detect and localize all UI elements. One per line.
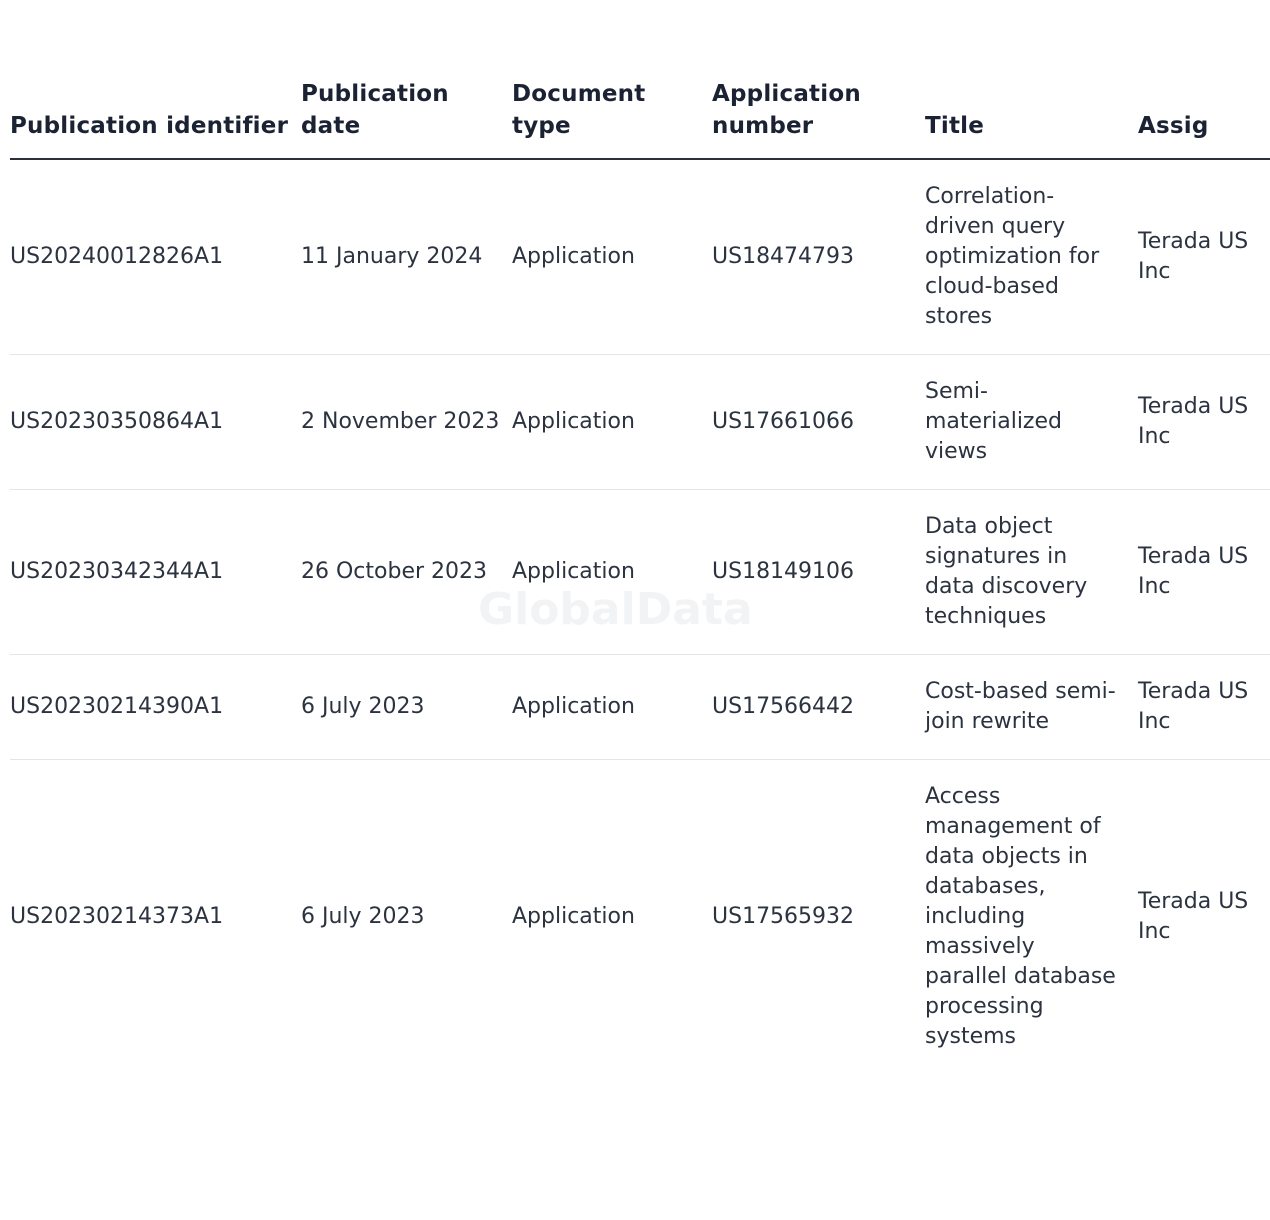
header-publication-identifier[interactable]: Publication identifier <box>10 0 301 159</box>
cell-document-type: Application <box>512 655 712 760</box>
header-assignee[interactable]: Assig <box>1138 0 1270 159</box>
cell-publication-date: 6 July 2023 <box>301 655 512 760</box>
table-row[interactable] <box>10 655 1270 760</box>
cell-publication-date: 6 July 2023 <box>301 904 425 929</box>
header-application-number[interactable]: Application number <box>712 0 925 159</box>
cell-publication-identifier: US20230350864A1 <box>10 355 301 490</box>
cell-title: Cost-based semi-join rewrite <box>925 655 1138 760</box>
header-row <box>10 0 1270 159</box>
cell-title: Semi-materialized views <box>925 355 1138 490</box>
cell-publication-identifier: US20240012826A1 <box>10 159 301 355</box>
header-document-type[interactable]: Document type <box>512 0 712 159</box>
watermark-logo: GlobalData <box>478 584 753 635</box>
patent-table-container[interactable] <box>10 0 1249 1220</box>
table-row[interactable] <box>10 490 1270 655</box>
header-title[interactable]: Title <box>925 0 1138 159</box>
cell-publication-identifier: US20230214373A1 <box>10 904 224 929</box>
cell-title: Data object signatures in data discovery techniques <box>925 490 1138 655</box>
cell-assignee: Terada US Inc <box>1138 490 1270 655</box>
cell-publication-date: 11 January 2024 <box>301 159 512 355</box>
table-body <box>10 159 1270 1074</box>
cell-document-type: Application <box>512 159 712 355</box>
cell-application-number: US17566442 <box>712 655 925 760</box>
cell-document-type: Application <box>512 904 635 929</box>
cell-document-type: Application <box>512 490 712 655</box>
cell-application-number: US18474793 <box>712 159 925 355</box>
table-header <box>10 0 1270 159</box>
cell-assignee: Terada US Inc <box>1138 355 1270 490</box>
patent-table <box>10 0 1270 1074</box>
table-row[interactable] <box>10 760 1270 1075</box>
header-publication-date[interactable]: Publication date <box>301 0 512 159</box>
cell-publication-identifier: US20230342344A1 <box>10 490 301 655</box>
cell-publication-date: 26 October 2023 <box>301 490 512 655</box>
cell-application-number: US17565932 <box>712 904 855 929</box>
cell-publication-date: 2 November 2023 <box>301 355 512 490</box>
cell-publication-identifier: US20230214390A1 <box>10 655 301 760</box>
cell-document-type: Application <box>512 355 712 490</box>
table-row[interactable] <box>10 159 1270 355</box>
cell-application-number: US17661066 <box>712 355 925 490</box>
cell-title: Access management of data objects in databases, including massively parallel database processing systems <box>925 784 1116 1049</box>
table-row[interactable] <box>10 355 1270 490</box>
cell-application-number: US18149106 <box>712 490 925 655</box>
cell-assignee: Terada US Inc <box>1138 655 1270 760</box>
cell-title: Correlation-driven query optimization for cloud-based stores <box>925 159 1138 355</box>
cell-assignee: Terada US Inc <box>1138 159 1270 355</box>
cell-assignee: Terada US Inc <box>1138 889 1249 944</box>
